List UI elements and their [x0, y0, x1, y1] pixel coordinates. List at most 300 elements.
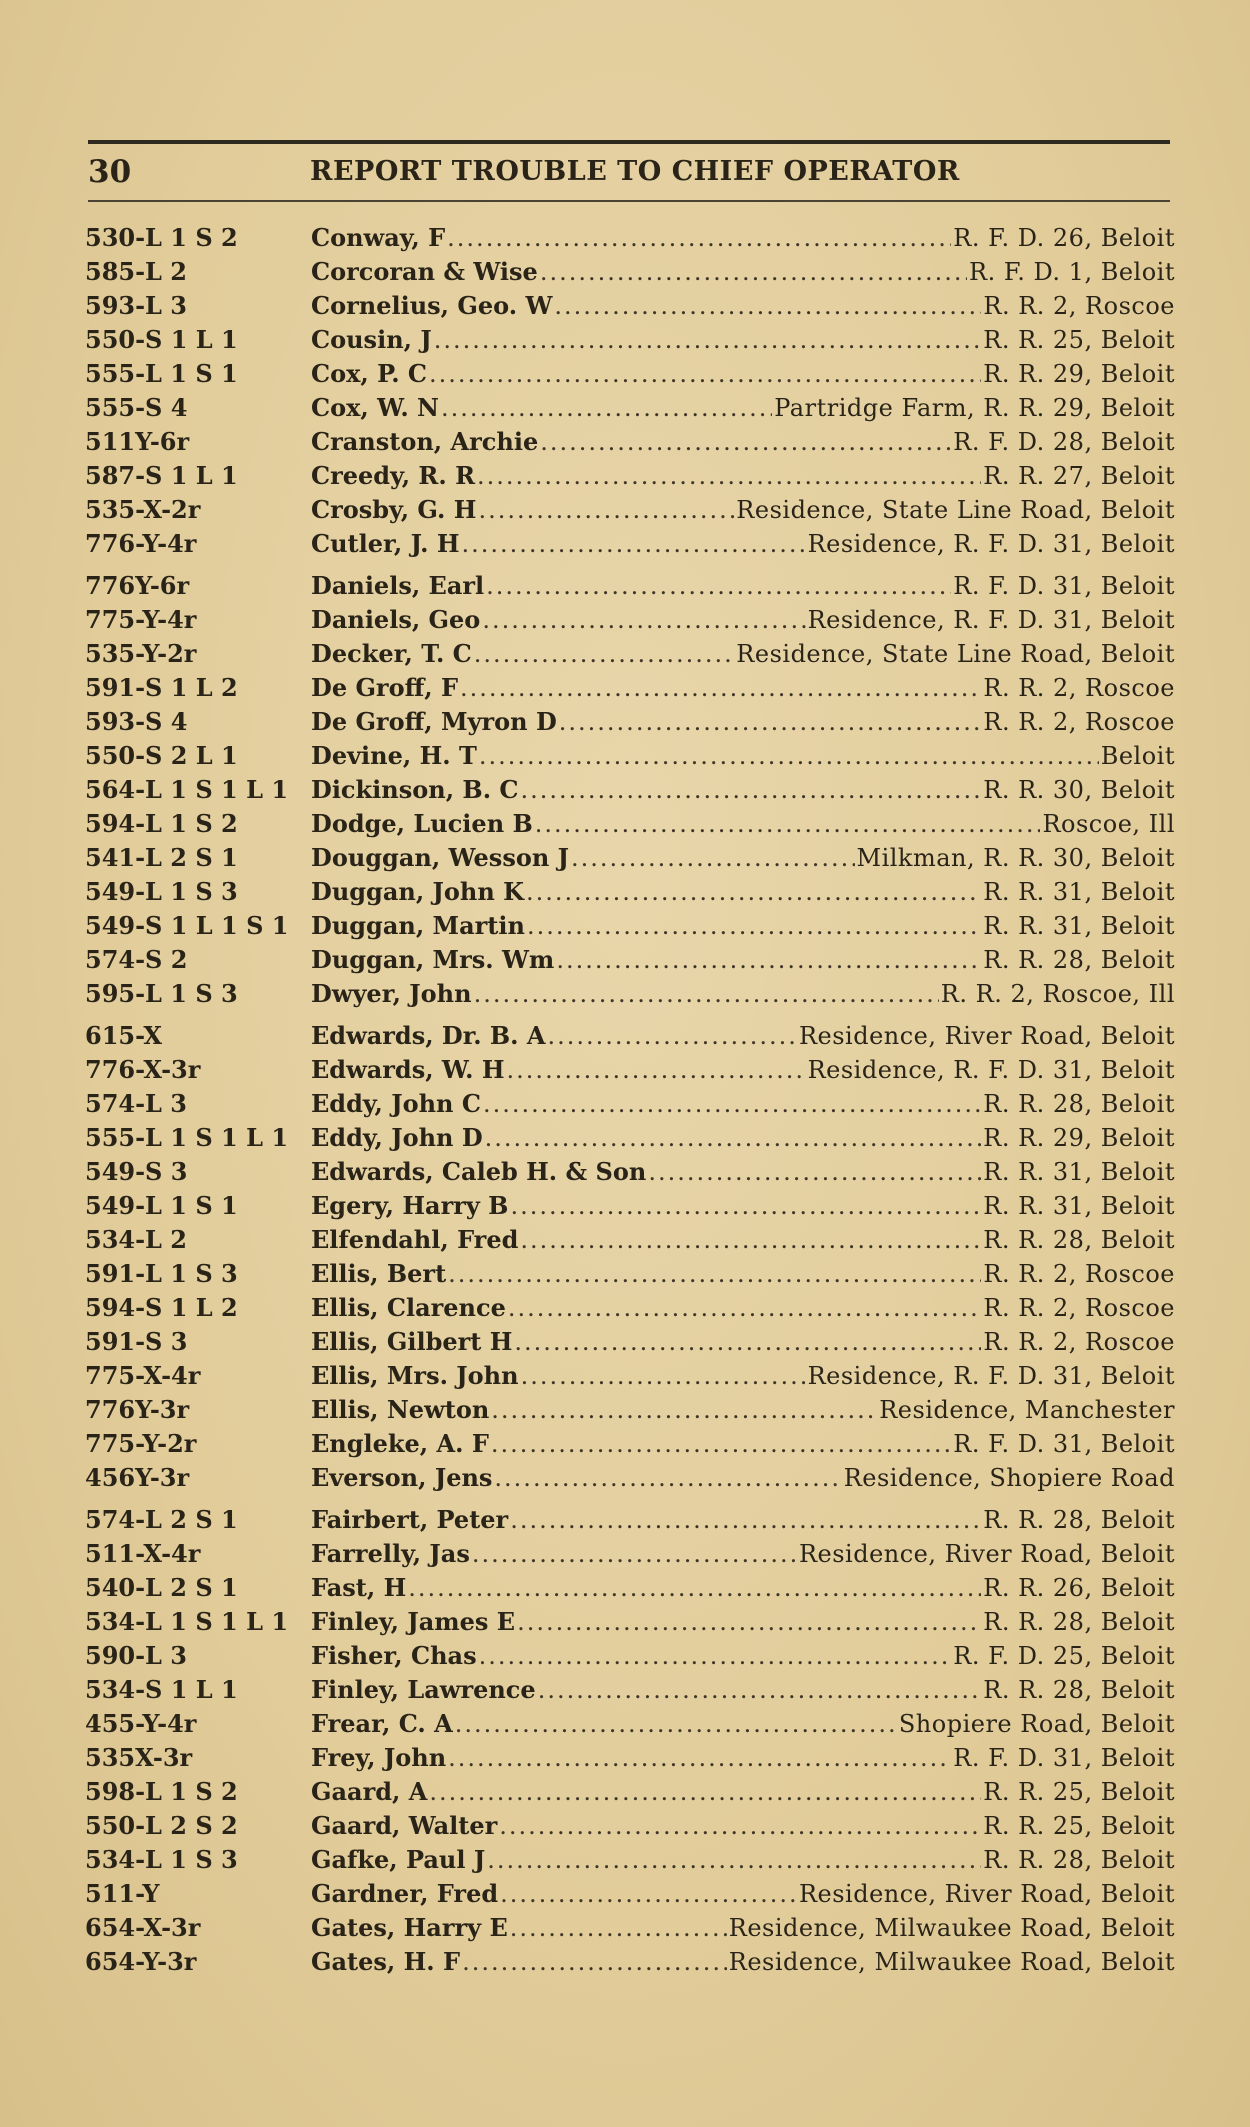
entry-listing [311, 875, 1175, 909]
entry-location: R. R. 28, Beloit [983, 1506, 1175, 1534]
entry-listing [311, 1809, 1175, 1843]
entry-phone-number: 776Y-6r [85, 571, 190, 600]
entry-phone-number: 534-L 1 S 3 [85, 1845, 238, 1874]
directory-entry [85, 221, 1175, 255]
entry-location: R. R. 2, Roscoe [983, 1328, 1175, 1356]
entry-listing [311, 1877, 1175, 1911]
leader-dots [526, 875, 981, 909]
entry-listing [311, 977, 1175, 1011]
entry-phone-number: 595-L 1 S 3 [85, 979, 238, 1008]
entry-phone-number: 654-Y-3r [85, 1947, 197, 1976]
directory-entry [85, 425, 1175, 459]
entry-listing [311, 425, 1175, 459]
entry-listing [311, 1673, 1175, 1707]
entry-name: Duggan, John K [311, 877, 525, 906]
entry-location: Residence, River Road, Beloit [798, 1022, 1175, 1050]
entry-listing [311, 1359, 1175, 1393]
entry-location: R. F. D. 31, Beloit [953, 572, 1175, 600]
leader-dots [460, 671, 981, 705]
directory-entry [85, 1809, 1175, 1843]
entry-location: R. R. 29, Beloit [983, 1124, 1175, 1152]
entry-location: R. F. D. 26, Beloit [953, 224, 1175, 252]
directory-entry [85, 493, 1175, 527]
entry-name: Dwyer, John [311, 979, 472, 1008]
entry-location: Residence, Shopiere Road [843, 1464, 1175, 1492]
entry-phone-number: 775-Y-2r [85, 1429, 197, 1458]
directory-entry [85, 1741, 1175, 1775]
entry-phone-number: 534-L 2 [85, 1225, 187, 1254]
directory-entry [85, 1257, 1175, 1291]
entry-listing [311, 1053, 1175, 1087]
entry-listing [311, 1291, 1175, 1325]
directory-entry [85, 1291, 1175, 1325]
leader-dots [535, 807, 1041, 841]
entry-phone-number: 455-Y-4r [85, 1709, 197, 1738]
entry-listing [311, 1393, 1175, 1427]
leader-dots [507, 1053, 806, 1087]
entry-listing [311, 1911, 1175, 1945]
entry-location: R. R. 31, Beloit [983, 1158, 1175, 1186]
entry-phone-number: 776-Y-4r [85, 529, 197, 558]
leader-dots [474, 977, 939, 1011]
page-header [88, 150, 1170, 194]
directory-entry [85, 1537, 1175, 1571]
entry-phone-number: 594-L 1 S 2 [85, 809, 238, 838]
directory-entry [85, 705, 1175, 739]
entry-name: Ellis, Bert [311, 1259, 447, 1288]
entry-name: Edwards, Dr. B. A [311, 1021, 546, 1050]
leader-dots [510, 1911, 727, 1945]
entry-phone-number: 615-X [85, 1021, 162, 1050]
directory-entry [85, 1325, 1175, 1359]
directory-entry [85, 1155, 1175, 1189]
leader-dots [448, 1257, 981, 1291]
directory-entry [85, 807, 1175, 841]
entry-phone-number: 540-L 2 S 1 [85, 1573, 238, 1602]
leader-dots [491, 1393, 877, 1427]
entry-name: Conway, F [311, 223, 446, 252]
directory-entry [85, 1673, 1175, 1707]
leader-dots [559, 705, 982, 739]
entry-phone-number: 776Y-3r [85, 1395, 190, 1424]
entry-listing [311, 943, 1175, 977]
entry-phone-number: 574-L 3 [85, 1089, 187, 1118]
entry-phone-number: 776-X-3r [85, 1055, 201, 1084]
entry-name: Cornelius, Geo. W [311, 291, 553, 320]
leader-dots [478, 493, 734, 527]
entry-name: Decker, T. C [311, 639, 472, 668]
entry-phone-number: 555-S 4 [85, 393, 188, 422]
leader-dots [514, 1325, 981, 1359]
directory-entry [85, 357, 1175, 391]
entry-listing [311, 1639, 1175, 1673]
entry-listing [311, 1427, 1175, 1461]
entry-name: Gates, Harry E [311, 1913, 508, 1942]
entry-name: Engleke, A. F [311, 1429, 489, 1458]
leader-dots [487, 1843, 981, 1877]
entry-listing [311, 1741, 1175, 1775]
entry-location: Residence, R. F. D. 31, Beloit [807, 1056, 1175, 1084]
entry-listing [311, 1019, 1175, 1053]
directory-entry [85, 1503, 1175, 1537]
entry-name: Creedy, R. R [311, 461, 476, 490]
leader-dots [500, 1877, 797, 1911]
entry-name: Elfendahl, Fred [311, 1225, 519, 1254]
entry-name: Gates, H. F [311, 1947, 461, 1976]
entry-location: R. R. 25, Beloit [983, 1778, 1175, 1806]
leader-dots [538, 1673, 982, 1707]
leader-dots [508, 1291, 981, 1325]
entry-name: Ellis, Mrs. John [311, 1361, 519, 1390]
directory-entry [85, 1707, 1175, 1741]
entry-listing [311, 1189, 1175, 1223]
entry-location: R. R. 31, Beloit [983, 912, 1175, 940]
entry-location: Residence, R. F. D. 31, Beloit [807, 530, 1175, 558]
entry-location: R. R. 27, Beloit [983, 462, 1175, 490]
entry-name: Ellis, Gilbert H [311, 1327, 513, 1356]
directory-entry [85, 1087, 1175, 1121]
entry-listing [311, 527, 1175, 561]
entry-listing [311, 1775, 1175, 1809]
leader-dots [494, 1461, 841, 1495]
leader-dots [479, 1639, 952, 1673]
entry-phone-number: 511-X-4r [85, 1539, 201, 1568]
entry-name: De Groff, Myron D [311, 707, 557, 736]
directory-entry [85, 527, 1175, 561]
entry-location: R. R. 31, Beloit [983, 878, 1175, 906]
leader-dots [472, 1537, 797, 1571]
directory-entry [85, 1639, 1175, 1673]
leader-dots [491, 1427, 951, 1461]
entry-location: Residence, State Line Road, Beloit [736, 496, 1175, 524]
entry-location: R. F. D. 31, Beloit [953, 1744, 1175, 1772]
directory-entry [85, 391, 1175, 425]
entry-listing [311, 255, 1175, 289]
header-top-rule [88, 140, 1170, 144]
directory-entry [85, 1393, 1175, 1427]
directory-entry [85, 1911, 1175, 1945]
directory-entry [85, 671, 1175, 705]
header-title: REPORT TROUBLE TO CHIEF OPERATOR [310, 156, 960, 187]
entry-phone-number: 587-S 1 L 1 [85, 461, 238, 490]
entry-name: Farrelly, Jas [311, 1539, 470, 1568]
entry-phone-number: 511Y-6r [85, 427, 190, 456]
entry-phone-number: 591-L 1 S 3 [85, 1259, 238, 1288]
entry-name: Egery, Harry B [311, 1191, 509, 1220]
entry-phone-number: 541-L 2 S 1 [85, 843, 238, 872]
entry-location: R. R. 2, Roscoe [983, 708, 1175, 736]
leader-dots [510, 1503, 981, 1537]
entry-name: Duggan, Mrs. Wm [311, 945, 555, 974]
entry-location: R. R. 30, Beloit [983, 776, 1175, 804]
entry-name: Frear, C. A [311, 1709, 453, 1738]
entry-phone-number: 549-S 3 [85, 1157, 188, 1186]
directory-entry [85, 637, 1175, 671]
entry-name: Fisher, Chas [311, 1641, 477, 1670]
directory-entry [85, 1189, 1175, 1223]
entry-phone-number: 511-Y [85, 1879, 160, 1908]
entry-listing [311, 841, 1175, 875]
directory-entry [85, 909, 1175, 943]
entry-location: R. R. 31, Beloit [983, 1192, 1175, 1220]
directory-entry [85, 255, 1175, 289]
directory-entry [85, 875, 1175, 909]
directory-entry [85, 569, 1175, 603]
entry-name: Fast, H [311, 1573, 407, 1602]
entry-listing [311, 1707, 1175, 1741]
entry-phone-number: 550-S 1 L 1 [85, 325, 238, 354]
directory-entry [85, 1019, 1175, 1053]
entry-phone-number: 555-L 1 S 1 L 1 [85, 1123, 289, 1152]
entry-location: R. R. 29, Beloit [983, 360, 1175, 388]
leader-dots [408, 1571, 981, 1605]
entry-phone-number: 598-L 1 S 2 [85, 1777, 238, 1806]
entry-location: Roscoe, Ill [1042, 810, 1175, 838]
leader-dots [474, 637, 735, 671]
entry-listing [311, 637, 1175, 671]
entry-phone-number: 564-L 1 S 1 L 1 [85, 775, 289, 804]
leader-dots [434, 323, 982, 357]
entry-name: Gardner, Fred [311, 1879, 499, 1908]
entry-phone-number: 585-L 2 [85, 257, 187, 286]
directory-entry [85, 1775, 1175, 1809]
entry-phone-number: 593-L 3 [85, 291, 187, 320]
entry-name: De Groff, F [311, 673, 459, 702]
entry-phone-number: 534-L 1 S 1 L 1 [85, 1607, 289, 1636]
entry-listing [311, 773, 1175, 807]
entry-name: Cox, P. C [311, 359, 428, 388]
entry-listing [311, 1503, 1175, 1537]
leader-dots [520, 1223, 981, 1257]
entry-location: Residence, River Road, Beloit [798, 1540, 1175, 1568]
entry-location: Residence, River Road, Beloit [798, 1880, 1175, 1908]
leader-dots [448, 1741, 951, 1775]
leader-dots [540, 255, 967, 289]
entry-location: R. R. 25, Beloit [983, 1812, 1175, 1840]
entry-phone-number: 530-L 1 S 2 [85, 223, 238, 252]
directory-entry [85, 1571, 1175, 1605]
directory-entry [85, 739, 1175, 773]
directory-entry [85, 1121, 1175, 1155]
entry-phone-number: 590-L 3 [85, 1641, 187, 1670]
entry-location: Residence, Manchester [879, 1396, 1175, 1424]
entry-location: R. F. D. 1, Beloit [969, 258, 1175, 286]
entry-name: Devine, H. T [311, 741, 477, 770]
entry-phone-number: 456Y-3r [85, 1463, 190, 1492]
entry-phone-number: 574-S 2 [85, 945, 188, 974]
entry-location: Residence, R. F. D. 31, Beloit [807, 606, 1175, 634]
entry-listing [311, 603, 1175, 637]
entry-location: Residence, Milwaukee Road, Beloit [728, 1948, 1175, 1976]
entry-phone-number: 593-S 4 [85, 707, 188, 736]
directory-entry [85, 1359, 1175, 1393]
entry-phone-number: 549-S 1 L 1 S 1 [85, 911, 289, 940]
directory-entry [85, 1605, 1175, 1639]
entry-listing [311, 739, 1175, 773]
entry-name: Dickinson, B. C [311, 775, 519, 804]
leader-dots [479, 739, 1099, 773]
entry-listing [311, 323, 1175, 357]
entry-name: Duggan, Martin [311, 911, 525, 940]
leader-dots [510, 1189, 981, 1223]
entry-listing [311, 459, 1175, 493]
entry-name: Ellis, Newton [311, 1395, 490, 1424]
entry-location: R. R. 25, Beloit [983, 326, 1175, 354]
entry-name: Dodge, Lucien B [311, 809, 533, 838]
entry-location: Residence, Milwaukee Road, Beloit [728, 1914, 1175, 1942]
entry-location: R. R. 2, Roscoe [983, 1294, 1175, 1322]
entry-location: Shopiere Road, Beloit [898, 1710, 1175, 1738]
directory-entry [85, 459, 1175, 493]
entry-name: Gaard, A [311, 1777, 428, 1806]
entry-listing [311, 1537, 1175, 1571]
entry-name: Corcoran & Wise [311, 257, 538, 286]
entry-listing [311, 1571, 1175, 1605]
entry-phone-number: 549-L 1 S 1 [85, 1191, 238, 1220]
entry-phone-number: 555-L 1 S 1 [85, 359, 238, 388]
leader-dots [486, 569, 951, 603]
entry-location: R. R. 2, Roscoe [983, 674, 1175, 702]
leader-dots [521, 773, 982, 807]
leader-dots [485, 1121, 982, 1155]
directory-entry [85, 977, 1175, 1011]
entry-name: Finley, James E [311, 1607, 516, 1636]
entry-listing [311, 1223, 1175, 1257]
leader-dots [554, 289, 981, 323]
entry-name: Ellis, Clarence [311, 1293, 506, 1322]
entry-name: Edwards, Caleb H. & Son [311, 1157, 647, 1186]
entry-phone-number: 535-Y-2r [85, 639, 197, 668]
entry-location: R. R. 28, Beloit [983, 946, 1175, 974]
leader-dots [441, 391, 772, 425]
entry-phone-number: 591-S 1 L 2 [85, 673, 238, 702]
leader-dots [477, 459, 981, 493]
entry-name: Daniels, Earl [311, 571, 485, 600]
entry-location: R. R. 28, Beloit [983, 1090, 1175, 1118]
entry-name: Gafke, Paul J [311, 1845, 486, 1874]
entry-location: R. R. 2, Roscoe, Ill [940, 980, 1175, 1008]
leader-dots [521, 1359, 806, 1393]
directory-entry [85, 1223, 1175, 1257]
entry-location: Beloit [1100, 742, 1175, 770]
entry-location: R. R. 26, Beloit [983, 1574, 1175, 1602]
entry-listing [311, 1121, 1175, 1155]
leader-dots [455, 1707, 897, 1741]
leader-dots [447, 221, 951, 255]
leader-dots [483, 1087, 981, 1121]
leader-dots [556, 943, 981, 977]
entry-name: Eddy, John D [311, 1123, 483, 1152]
directory-entry [85, 1843, 1175, 1877]
directory-entry [85, 603, 1175, 637]
entry-phone-number: 654-X-3r [85, 1913, 201, 1942]
entry-name: Edwards, W. H [311, 1055, 505, 1084]
entry-location: R. R. 28, Beloit [983, 1676, 1175, 1704]
entry-location: Residence, State Line Road, Beloit [736, 640, 1175, 668]
entry-phone-number: 594-S 1 L 2 [85, 1293, 238, 1322]
leader-dots [540, 425, 951, 459]
entry-name: Cutler, J. H [311, 529, 460, 558]
leader-dots [648, 1155, 981, 1189]
entry-location: R. F. D. 31, Beloit [953, 1430, 1175, 1458]
directory-entry [85, 1945, 1175, 1979]
entry-listing [311, 807, 1175, 841]
entry-phone-number: 534-S 1 L 1 [85, 1675, 238, 1704]
entry-phone-number: 574-L 2 S 1 [85, 1505, 238, 1534]
entry-name: Everson, Jens [311, 1463, 493, 1492]
leader-dots [462, 1945, 727, 1979]
entry-phone-number: 775-Y-4r [85, 605, 197, 634]
entry-name: Fairbert, Peter [311, 1505, 509, 1534]
leader-dots [499, 1809, 981, 1843]
entry-phone-number: 550-S 2 L 1 [85, 741, 238, 770]
leader-dots [571, 841, 855, 875]
leader-dots [429, 357, 981, 391]
entry-location: R. F. D. 28, Beloit [953, 428, 1175, 456]
entry-location: Residence, R. F. D. 31, Beloit [807, 1362, 1175, 1390]
entry-listing [311, 1155, 1175, 1189]
entry-name: Cranston, Archie [311, 427, 539, 456]
entry-listing [311, 357, 1175, 391]
entry-name: Gaard, Walter [311, 1811, 498, 1840]
entry-location: R. R. 28, Beloit [983, 1608, 1175, 1636]
entry-listing [311, 1605, 1175, 1639]
entry-listing [311, 1461, 1175, 1495]
directory-entry [85, 943, 1175, 977]
directory-entry [85, 1427, 1175, 1461]
header-bottom-rule [88, 200, 1170, 202]
directory-entry [85, 1461, 1175, 1495]
entry-listing [311, 1945, 1175, 1979]
directory-entry [85, 841, 1175, 875]
leader-dots [429, 1775, 981, 1809]
entry-listing [311, 569, 1175, 603]
entry-name: Frey, John [311, 1743, 447, 1772]
leader-dots [548, 1019, 797, 1053]
directory-entry [85, 1877, 1175, 1911]
leader-dots [462, 527, 806, 561]
entry-phone-number: 550-L 2 S 2 [85, 1811, 238, 1840]
entry-name: Cox, W. N [311, 393, 439, 422]
entry-phone-number: 535-X-2r [85, 495, 201, 524]
entry-listing [311, 493, 1175, 527]
directory-entry [85, 323, 1175, 357]
leader-dots [482, 603, 805, 637]
directory-entry [85, 1053, 1175, 1087]
leader-dots [527, 909, 981, 943]
entry-name: Cousin, J [311, 325, 432, 354]
entry-name: Eddy, John C [311, 1089, 481, 1118]
entry-listing [311, 671, 1175, 705]
entry-location: R. R. 2, Roscoe [983, 1260, 1175, 1288]
entry-listing [311, 1257, 1175, 1291]
entry-location: Partridge Farm, R. R. 29, Beloit [774, 394, 1175, 422]
entry-name: Finley, Lawrence [311, 1675, 536, 1704]
directory-list [85, 221, 1175, 1979]
entry-listing [311, 909, 1175, 943]
entry-location: R. R. 2, Roscoe [983, 292, 1175, 320]
leader-dots [517, 1605, 981, 1639]
directory-entry [85, 773, 1175, 807]
entry-listing [311, 705, 1175, 739]
entry-listing [311, 289, 1175, 323]
entry-name: Crosby, G. H [311, 495, 477, 524]
entry-listing [311, 221, 1175, 255]
entry-listing [311, 391, 1175, 425]
entry-location: R. R. 28, Beloit [983, 1226, 1175, 1254]
directory-entry [85, 289, 1175, 323]
entry-name: Douggan, Wesson J [311, 843, 569, 872]
